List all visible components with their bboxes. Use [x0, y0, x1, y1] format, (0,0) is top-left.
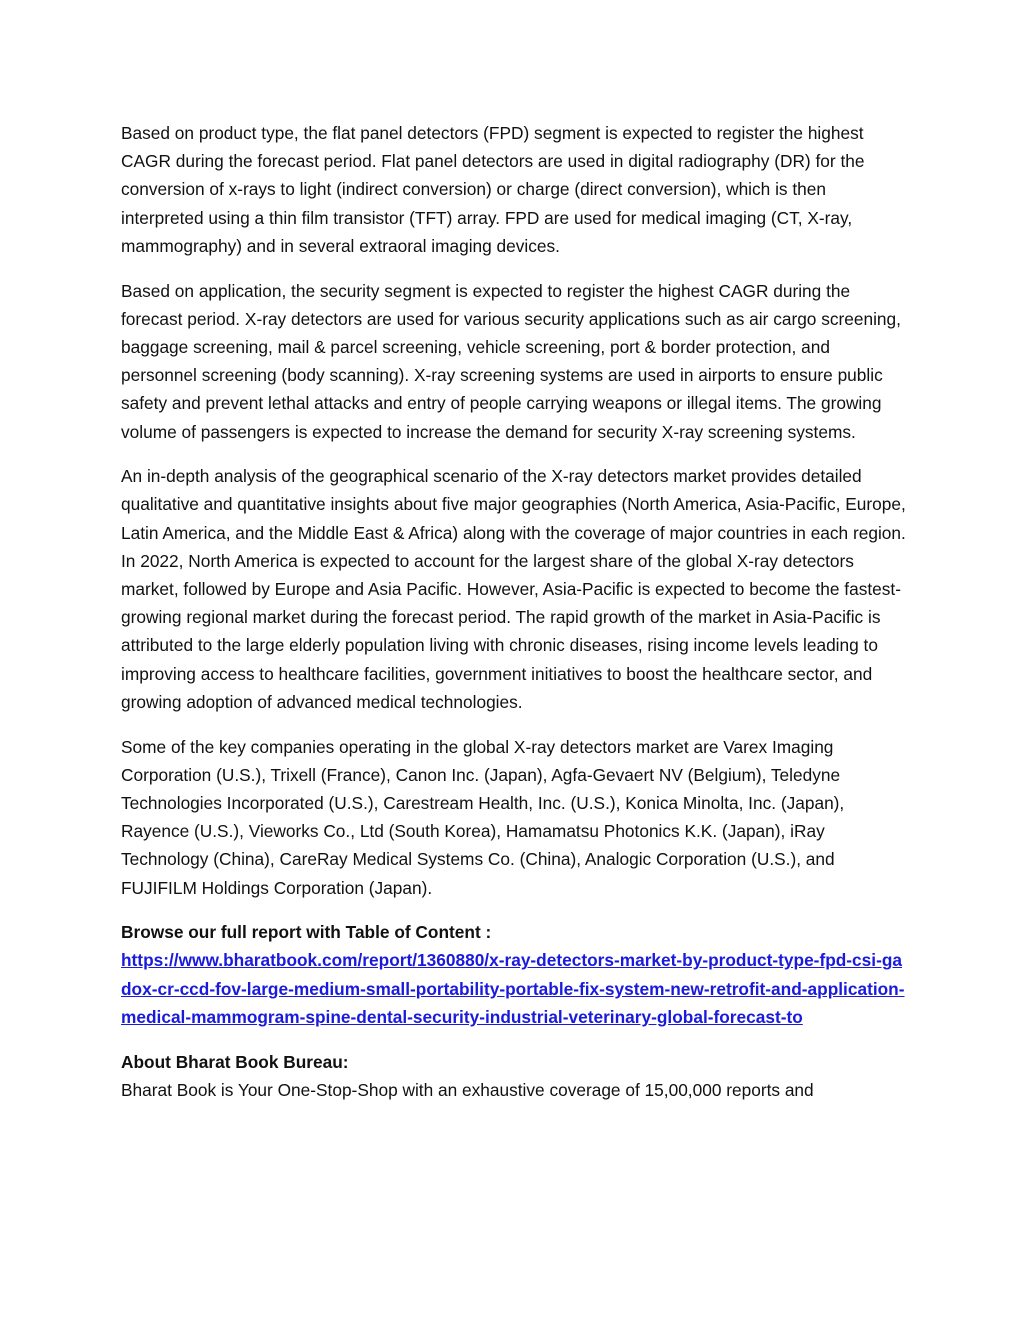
paragraph-key-companies: Some of the key companies operating in the global X-ray detectors market are Varex Imaging Corporation (U.S.), Trixell (France), Canon Inc. (Japan), Agfa-Gevaert NV (Belgium), Teledyne Technologies Incorporated (U.S.), Carestream Health, Inc. (U.S.), Konica Minolta, Inc. (Japan), Rayence (U.S.), Vieworks Co., Ltd (South Korea), Hamamatsu Photonics K.K. (Japan), iRay Technology (China), CareRay Medical Systems Co. (China), Analogic Corporation (U.S.), and FUJIFILM Holdings Corporation (Japan). — [121, 736, 845, 898]
about-heading: About Bharat Book Bureau: — [121, 1051, 349, 1072]
report-link[interactable]: https://www.bharatbook.com/report/1360880/x-ray-detectors-market-by-product-type-fpd-csi-gadox-cr-ccd-fov-large-medium-small-portability-portable-fix-system-new-retrofit-and-application-medical-mammogram-spine-dental-security-industrial-veterinary-global-forecast-to — [121, 950, 905, 1027]
paragraph-product-type: Based on product type, the flat panel detectors (FPD) segment is expected to register the highest CAGR during the forecast period. Flat panel detectors are used in digital radiography (DR) for the conversion of x-rays to light (indirect conversion) or charge (direct conversion), which is then interpreted using a thin film transistor (TFT) array. FPD are used for medical imaging (CT, X-ray, mammography) and in several extraoral imaging devices. — [121, 123, 865, 256]
document-page — [121, 119, 907, 1104]
browse-report-heading: Browse our full report with Table of Content : — [121, 922, 492, 943]
about-body: Bharat Book is Your One-Stop-Shop with an exhaustive coverage of 15,00,000 reports and — [121, 1079, 814, 1100]
paragraph-application: Based on application, the security segment is expected to register the highest CAGR during the forecast period. X-ray detectors are used for various security applications such as air cargo screening, baggage screening, mail & parcel screening, vehicle screening, port & border protection, and personnel screening (body scanning). X-ray screening systems are used in airports to ensure public safety and prevent lethal attacks and entry of people carrying weapons or illegal items. The growing volume of passengers is expected to increase the demand for security X-ray screening systems. — [121, 280, 901, 442]
paragraph-geography: An in-depth analysis of the geographical scenario of the X-ray detectors market provides detailed qualitative and quantitative insights about five major geographies (North America, Asia-Pacific, Europe, Latin America, and the Middle East & Africa) along with the coverage of major countries in each region. In 2022, North America is expected to account for the largest share of the global X-ray detectors market, followed by Europe and Asia Pacific. However, Asia-Pacific is expected to become the fastest-growing regional market during the forecast period. The rapid growth of the market in Asia-Pacific is attributed to the large elderly population living with chronic diseases, rising income levels leading to improving access to healthcare facilities, government initiatives to boost the healthcare sector, and growing adoption of advanced medical technologies. — [121, 466, 906, 712]
